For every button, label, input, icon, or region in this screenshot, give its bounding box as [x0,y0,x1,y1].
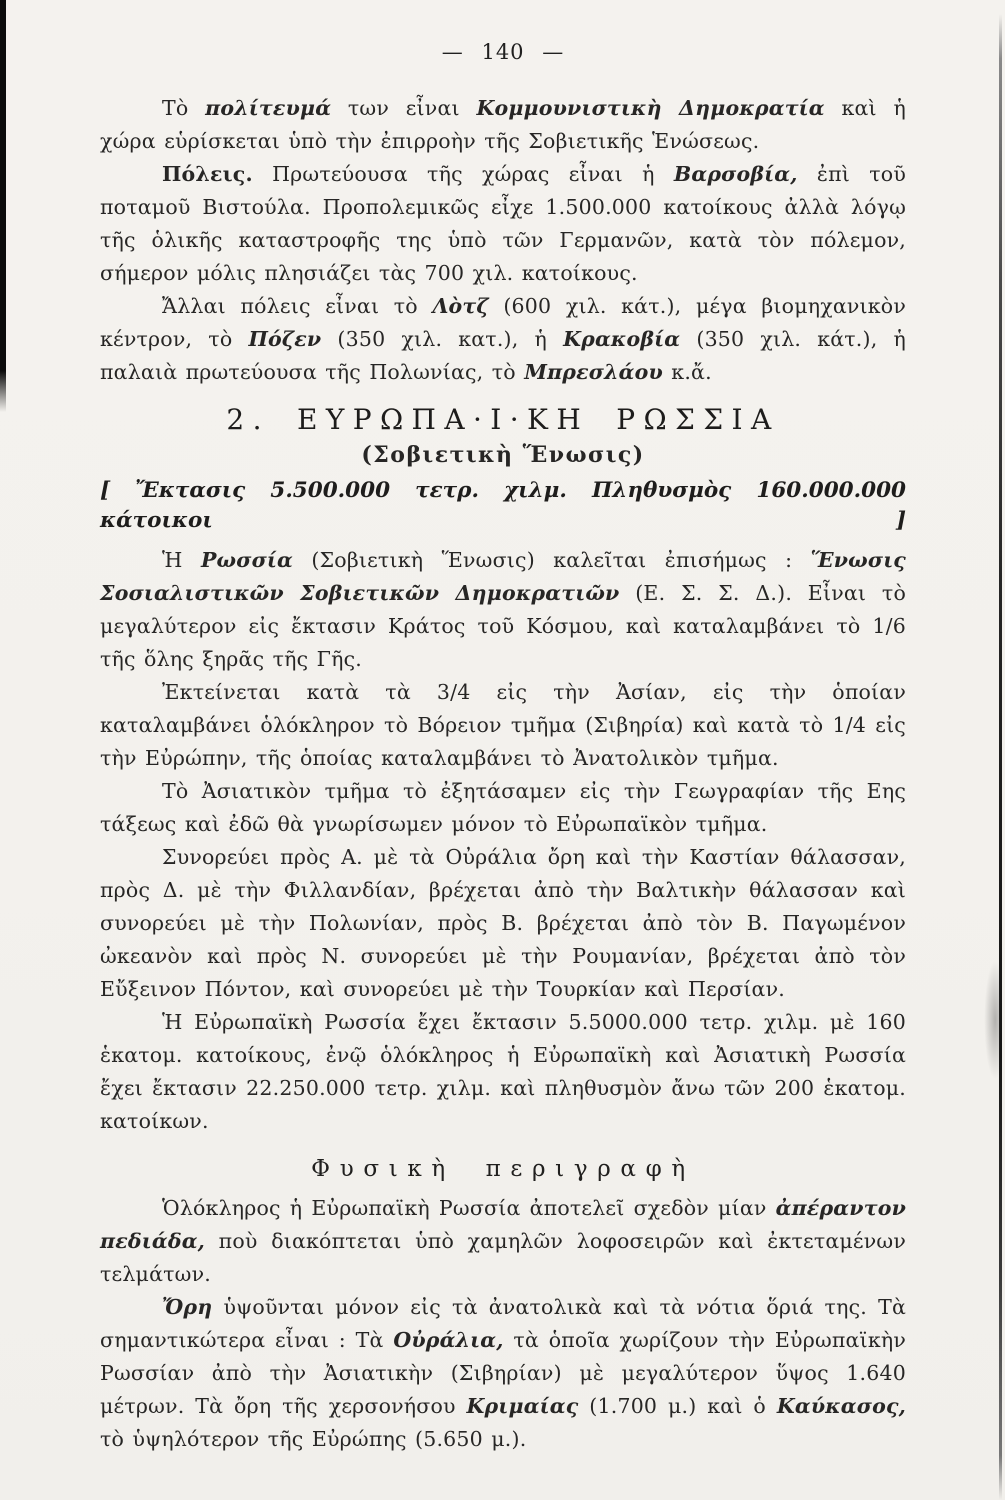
text-run: (Σοβιετικὴ Ἕνωσις) [361,442,645,468]
text-run: τὸ ὑψηλότερον τῆς Εὐρώπης (5.650 μ.). [100,1427,527,1451]
emphasized-text: Κριμαίας [466,1394,579,1418]
emphasized-text: Κρακοβία [563,327,681,351]
page-number: — 140 — [441,40,565,64]
emphasized-text: πολίτευμά [205,96,332,120]
paragraph [100,841,906,1006]
emphasized-text: Πόλεις. [162,162,253,186]
paragraph [100,158,906,290]
emphasized-text: Καύκασος, [776,1394,906,1418]
scan-edge-right [999,14,1002,1500]
text-run: ἐπὶ τοῦ ποταμοῦ Βιστούλα. Προπολεμικῶς εἶχε 1.500.000 κατοίκους ἀλλὰ λόγῳ τῆς ὁλικῆς καταστροφῆς της ὑπὸ τῶν Γερμανῶν, κατὰ τὸν πόλεμον, σήμερον μόλις πλησιάζει τὰς 700 χιλ. κατοίκους. [100,162,906,285]
text-run: Συνορεύει πρὸς Α. μὲ τὰ Οὐράλια ὄρη καὶ τὴν Καστίαν θάλασσαν, πρὸς Δ. μὲ τὴν Φιλλανδίαν, βρέχεται ἀπὸ τὴν Βαλτικὴν θάλασσαν καὶ συνορεύει μὲ τὴν Πολωνίαν, πρὸς Β. βρέχεται ἀπὸ τὸν Β. Παγωμένον ὠκεανὸν καὶ πρὸς Ν. συνορεύει μὲ τὴν Ρουμανίαν, βρέχεται ἀπὸ τὸν Εὔξεινον Πόντον, καὶ συνορεύει μὲ τὴν Τουρκίαν καὶ Περσίαν. [100,845,906,1001]
emphasized-text: Πόζεν [248,327,322,351]
emphasized-text: Ὄρη [162,1295,213,1319]
emphasized-text: Μπρεσλάου [524,360,663,384]
emphasized-text: Λὸτζ [432,294,489,318]
text-run: Ἡ [162,548,201,572]
text-run: (600 χιλ. κάτ.), μέγα βιομηχανικὸν κέντρον, τὸ [100,294,906,351]
scan-smudge [984,960,1000,1080]
text-run: ποὺ διακόπτεται ὑπὸ χαμηλῶν λοφοσειρῶν καὶ ἐκτεταμένων τελμάτων. [100,1229,906,1286]
text-run: καὶ ἡ χώρα εὑρίσκεται ὑπὸ τὴν ἐπιρροὴν τῆς Σοβιετικῆς Ἑνώσεως. [100,96,906,153]
text-run: Τὸ [162,96,206,120]
paragraph [100,544,906,676]
paragraph [100,1291,906,1456]
text-run: [ Ἔκτασις 5.500.000 τετρ. χιλμ. Πληθυσμὸς 160.000.000 κάτοικοι ] [100,478,906,533]
paragraph [100,775,906,841]
paragraph [100,1006,906,1138]
text-run: Ὁλόκληρος ἡ Εὐρωπαϊκὴ Ρωσσία ἀποτελεῖ σχεδὸν μίαν [162,1196,776,1220]
text-run: κ.ἄ. [662,360,712,384]
emphasized-text: ἀπέραντον πεδιάδα, [100,1196,906,1253]
text-run: των εἶναι [331,96,477,120]
text-run: (Σοβιετικὴ Ἕνωσις) καλεῖται ἐπισήμως : [293,548,811,572]
text-run: Ἐκτείνεται κατὰ τὰ 3/4 εἰς τὴν Ἀσίαν, εἰς τὴν ὁποίαν καταλαμβάνει ὁλόκληρον τὸ Βόρειον τμῆμα (Σιβηρία) καὶ κατὰ τὸ 1/4 εἰς τὴν Εὐρώπην, τῆς ὁποίας καταλαμβάνει τὸ Ἀνατολικὸν τμῆμα. [100,680,906,770]
text-run: τὰ ὁποῖα χωρίζουν τὴν Εὐρωπαϊκὴν Ρωσσίαν ἀπὸ τὴν Ἀσιατικὴν (Σιβηρίαν) μὲ μεγαλύτερον ὕψος 1.640 μέτρων. Τὰ ὄρη τῆς χερσονήσου [100,1328,906,1418]
text-run: Ἄλλαι πόλεις εἶναι τὸ [162,294,433,318]
area-population-line [100,476,906,536]
text-run: (1.700 μ.) καὶ ὁ [578,1394,777,1418]
emphasized-text: Ρωσσία [200,548,293,572]
text-run: Πρωτεύουσα τῆς χώρας εἶναι ἡ [252,162,674,186]
paragraph [100,290,906,389]
emphasized-text: Ἕνωσις Σοσιαλιστικῶν Σοβιετικῶν Δημοκρατιῶν [100,548,906,605]
paragraph [100,676,906,775]
paragraph [100,1192,906,1291]
text-run: Τὸ Ἀσιατικὸν τμῆμα τὸ ἐξητάσαμεν εἰς τὴν Γεωγραφίαν τῆς Εης τάξεως καὶ ἐδῶ θὰ γνωρίσωμεν μόνον τὸ Εὐρωπαϊκὸν τμῆμα. [100,779,906,836]
text-run: Φυσικὴ περιγραφὴ [311,1156,695,1182]
scan-edge-left [0,0,6,412]
emphasized-text: Κομμουνιστικὴ Δημοκρατία [476,96,825,120]
text-blocks [100,92,906,1456]
text-run: (350 χιλ. κάτ.), ἡ παλαιὰ πρωτεύουσα τῆς Πολωνίας, τὸ [100,327,906,384]
chapter-subtitle [100,442,906,468]
text-run: ὑψοῦνται μόνον εἰς τὰ ἀνατολικὰ καὶ τὰ νότια ὅριά της. Τὰ σημαντικώτερα εἶναι : Τὰ [100,1295,906,1352]
emphasized-text: Βαρσοβία, [673,162,798,186]
text-run: Ἡ Εὐρωπαϊκὴ Ρωσσία ἔχει ἔκτασιν 5.5000.000 τετρ. χιλμ. μὲ 160 ἑκατομ. κατοίκους, ἐνῷ ὁλόκληρος ἡ Εὐρωπαϊκὴ καὶ Ἀσιατικὴ Ρωσσία ἔχει ἔκτασιν 22.250.000 τετρ. χιλμ. καὶ πληθυσμὸν ἄνω τῶν 200 ἑκατομ. κατοίκων. [100,1010,906,1133]
text-run: (350 χιλ. κατ.), ἡ [321,327,564,351]
text-run: (Ε. Σ. Σ. Δ.). Εἶναι τὸ μεγαλύτερον εἰς ἔκτασιν Κράτος τοῦ Κόσμου, καὶ καταλαμβάνει τὸ 1/6 τῆς ὅλης ξηρᾶς τῆς Γῆς. [100,581,906,671]
section-heading [100,1156,906,1182]
page-content [100,40,906,1456]
emphasized-text: Οὐράλια, [393,1328,504,1352]
paragraph [100,92,906,158]
text-run: 2. ΕΥΡΩΠΑ·Ι·ΚΗ ΡΩΣΣΙΑ [226,403,780,436]
chapter-heading [100,403,906,436]
